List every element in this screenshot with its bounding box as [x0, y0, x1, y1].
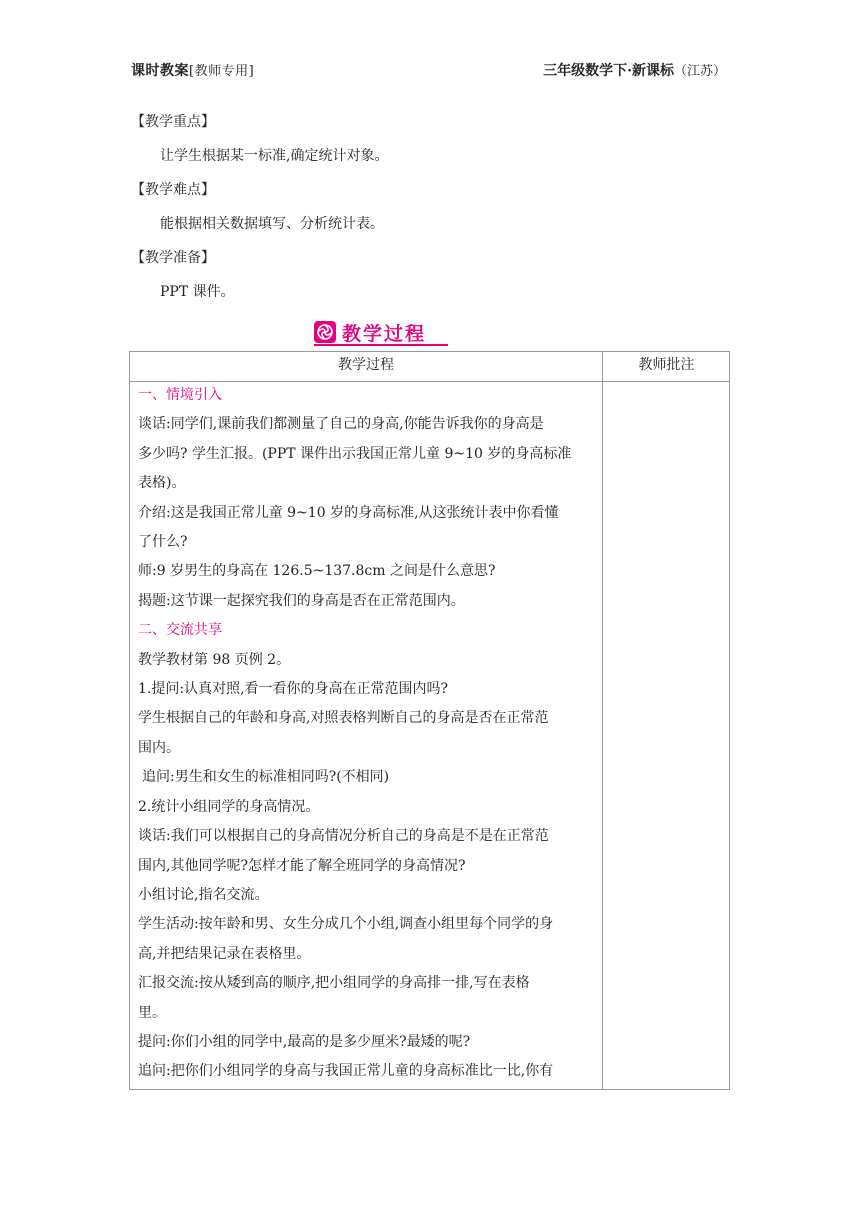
header-left: [131, 60, 254, 80]
header-left-main: 课时教案: [131, 63, 189, 79]
content-line: 教学教材第 98 页例 2。: [138, 651, 291, 668]
table-column-divider: [602, 352, 603, 1089]
content-line: 小组讨论,指名交流。: [138, 886, 269, 903]
content-line: 谈话:同学们,课前我们都测量了自己的身高,你能告诉我你的身高是: [138, 416, 544, 433]
section-body-difficulties: 能根据相关数据填写、分析统计表。: [160, 216, 384, 232]
content-line: 表格)。: [138, 475, 186, 492]
content-line: 高,并把结果记录在表格里。: [138, 945, 311, 962]
content-line: 师:9 岁男生的身高在 126.5~137.8cm 之间是什么意思?: [138, 563, 496, 580]
content-line: 2.统计小组同学的身高情况。: [138, 798, 320, 815]
section-title-difficulties: 【教学难点】: [131, 182, 215, 198]
banner-underline: [314, 344, 448, 346]
content-line: 谈话:我们可以根据自己的身高情况分析自己的身高是不是在正常范: [138, 828, 549, 845]
process-banner: [314, 319, 426, 345]
table-header-process: 教学过程: [338, 357, 394, 373]
content-line: 汇报交流:按从矮到高的顺序,把小组同学的身高排一排,写在表格: [138, 975, 530, 992]
content-line: 追问:男生和女生的标准相同吗?(不相同): [142, 769, 390, 786]
content-line: 里。: [138, 1004, 166, 1021]
content-line: 一、情境引入: [138, 387, 222, 403]
table-header-notes: 教师批注: [638, 357, 695, 373]
section-body-key-points: 让学生根据某一标准,确定统计对象。: [160, 148, 389, 164]
content-line: 学生活动:按年龄和男、女生分成几个小组,调查小组里每个同学的身: [138, 916, 554, 933]
content-line: 多少吗? 学生汇报。(PPT 课件出示我国正常儿童 9~10 岁的身高标准: [138, 445, 572, 462]
content-line: 介绍:这是我国正常儿童 9~10 岁的身高标准,从这张统计表中你看懂: [138, 504, 559, 521]
content-line: 围内,其他同学呢?怎样才能了解全班同学的身高情况?: [138, 857, 466, 874]
section-title-key-points: 【教学重点】: [131, 114, 215, 130]
content-line: 提问:你们小组的同学中,最高的是多少厘米?最矮的呢?: [138, 1033, 471, 1050]
header-right-sub: （江苏）: [673, 64, 726, 79]
header-left-sub: [教师专用]: [189, 64, 255, 79]
content-line: 二、交流共享: [138, 622, 222, 639]
table-process-content: [138, 381, 594, 1087]
content-line: 揭题:这节课一起探究我们的身高是否在正常范围内。: [138, 592, 465, 609]
content-line: 追问:把你们小组同学的身高与我国正常儿童的身高标准比一比,你有: [138, 1063, 554, 1080]
header-right: [543, 60, 726, 80]
content-line: 了什么?: [138, 534, 188, 551]
swirl-logo-icon: [314, 321, 336, 343]
section-body-preparation: PPT 课件。: [160, 284, 235, 300]
section-title-preparation: 【教学准备】: [131, 250, 215, 266]
process-table: [129, 351, 730, 1090]
content-line: 学生根据自己的年龄和身高,对照表格判断自己的身高是否在正常范: [138, 710, 549, 727]
banner-title: 教学过程: [342, 322, 427, 345]
content-line: 围内。: [138, 739, 180, 756]
content-line: 1.提问:认真对照,看一看你的身高在正常范围内吗?: [138, 681, 449, 698]
header-right-main: 三年级数学下·新课标: [543, 63, 674, 79]
